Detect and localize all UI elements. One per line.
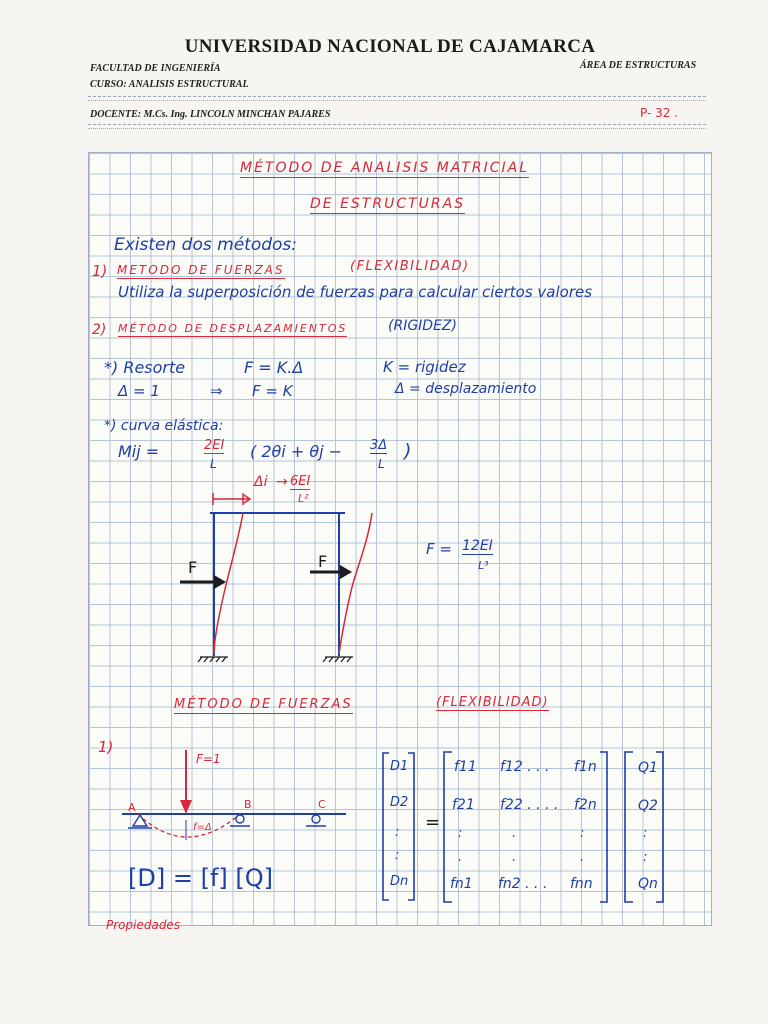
- section-type: (FLEXIBILIDAD): [436, 695, 549, 710]
- force-equals-k: F = K: [252, 382, 293, 400]
- f-matrix-entry: fnn: [570, 876, 593, 892]
- f-matrix-entry: .: [458, 850, 463, 865]
- moment-denominator: L: [210, 457, 217, 471]
- unit-load-label: F=1: [196, 752, 221, 766]
- f-matrix-entry: .: [512, 850, 517, 865]
- moment-numerator-2: 3Δ: [370, 438, 388, 453]
- teacher-label: DOCENTE: M.Cs. Ing. LINCOLN MINCHAN PAJARES: [90, 109, 331, 120]
- q-vector-entry: :: [643, 850, 648, 865]
- frame-delta: Δi: [254, 474, 268, 490]
- d-vector-entry: Dn: [390, 874, 409, 889]
- f-matrix-entry: f21: [452, 797, 475, 813]
- f-matrix-entry: f2n: [574, 797, 597, 813]
- method1-description: Utiliza la superposición de fuerzas para calcular ciertos valores: [118, 283, 593, 301]
- main-title-line1: MÉTODO DE ANALISIS MATRICIAL: [240, 160, 530, 176]
- unit-displacement: Δ = 1: [118, 382, 160, 400]
- footer-word: Propiedades: [106, 918, 181, 932]
- intro-text: Existen dos métodos:: [114, 235, 297, 255]
- q-vector-entry: Qn: [638, 876, 658, 892]
- f-matrix-entry: fn2 . . .: [498, 876, 548, 892]
- f-matrix-entry: .: [512, 826, 517, 841]
- displacement-definition: Δ = desplazamiento: [395, 381, 537, 397]
- example-number: 1): [98, 738, 114, 756]
- support-b-label: B: [244, 798, 252, 811]
- shear-numerator: 12EI: [462, 538, 493, 554]
- method2-number: 2): [92, 322, 107, 338]
- elastic-curve-label: *) curva elástica:: [104, 418, 224, 434]
- frame-numerator: 6EI: [290, 474, 311, 489]
- portal-frame-drawing: [210, 512, 345, 656]
- f-matrix-entry: f1n: [574, 759, 597, 775]
- spring-label: *) Resorte: [104, 358, 186, 377]
- moment-denominator-2: L: [378, 457, 385, 471]
- f-matrix-entry: f11: [454, 759, 477, 775]
- shear-denominator: L³: [478, 559, 489, 572]
- matrix-equals: =: [425, 812, 441, 833]
- spring-equation: F = K.Δ: [244, 358, 304, 377]
- frame-arrow: →: [276, 474, 288, 490]
- faculty-label: FACULTAD DE INGENIERÍA: [90, 63, 221, 74]
- method1-name: METODO DE FUERZAS: [117, 263, 285, 277]
- d-vector-entry: D2: [390, 795, 409, 810]
- matrix-equation: [D] = [f] [Q]: [128, 864, 273, 892]
- f-matrix-entry: fn1: [450, 876, 473, 892]
- implies-arrow: ⇒: [210, 382, 223, 400]
- pin-support-icon: [128, 815, 326, 828]
- fixed-support-icon: [198, 657, 353, 662]
- moment-numerator: 2EI: [204, 438, 225, 453]
- section-title: MÉTODO DE FUERZAS: [174, 697, 353, 712]
- q-vector-entry: :: [643, 826, 648, 841]
- q-vector-entry: Q1: [638, 760, 658, 776]
- stiffness-definition: K = rigidez: [383, 358, 466, 376]
- moment-body: ( 2θi + θj −: [250, 442, 343, 461]
- shear-lhs: F =: [426, 540, 452, 558]
- f-matrix-entry: f12 . . .: [500, 759, 550, 775]
- method1-type: (FLEXIBILIDAD): [350, 259, 470, 274]
- f-matrix-entry: f22 . . . .: [500, 797, 559, 813]
- force-label-left: F: [188, 558, 198, 577]
- d-vector-entry: :: [395, 825, 400, 840]
- main-title-line2: DE ESTRUCTURAS: [310, 196, 466, 212]
- d-vector-entry: :: [395, 848, 400, 863]
- f-matrix-entry: .: [580, 850, 585, 865]
- method1-number: 1): [92, 262, 108, 280]
- course-label: CURSO: ANALISIS ESTRUCTURAL: [90, 79, 249, 90]
- frame-denominator: L²: [298, 492, 309, 505]
- university-title: UNIVERSIDAD NACIONAL DE CAJAMARCA: [184, 36, 596, 57]
- q-vector-entry: Q2: [638, 798, 658, 814]
- f-matrix-entry: :: [580, 826, 585, 841]
- deflection-label: f=Δ: [193, 822, 212, 833]
- support-c-label: C: [318, 798, 326, 811]
- matrix-brackets: [383, 752, 663, 902]
- method2-type: (RIGIDEZ): [388, 318, 457, 334]
- page-number: P- 32 .: [640, 106, 679, 120]
- d-vector-entry: D1: [390, 759, 409, 774]
- force-label-right: F: [318, 552, 328, 571]
- moment-lhs: Mij =: [118, 442, 160, 461]
- method2-name: MÉTODO DE DESPLAZAMIENTOS: [118, 322, 348, 335]
- force-arrow-icon: [180, 565, 352, 589]
- area-label: ÁREA DE ESTRUCTURAS: [580, 60, 697, 71]
- support-a-label: A: [128, 801, 136, 814]
- moment-close-paren: ): [404, 440, 412, 462]
- f-matrix-entry: :: [458, 826, 463, 841]
